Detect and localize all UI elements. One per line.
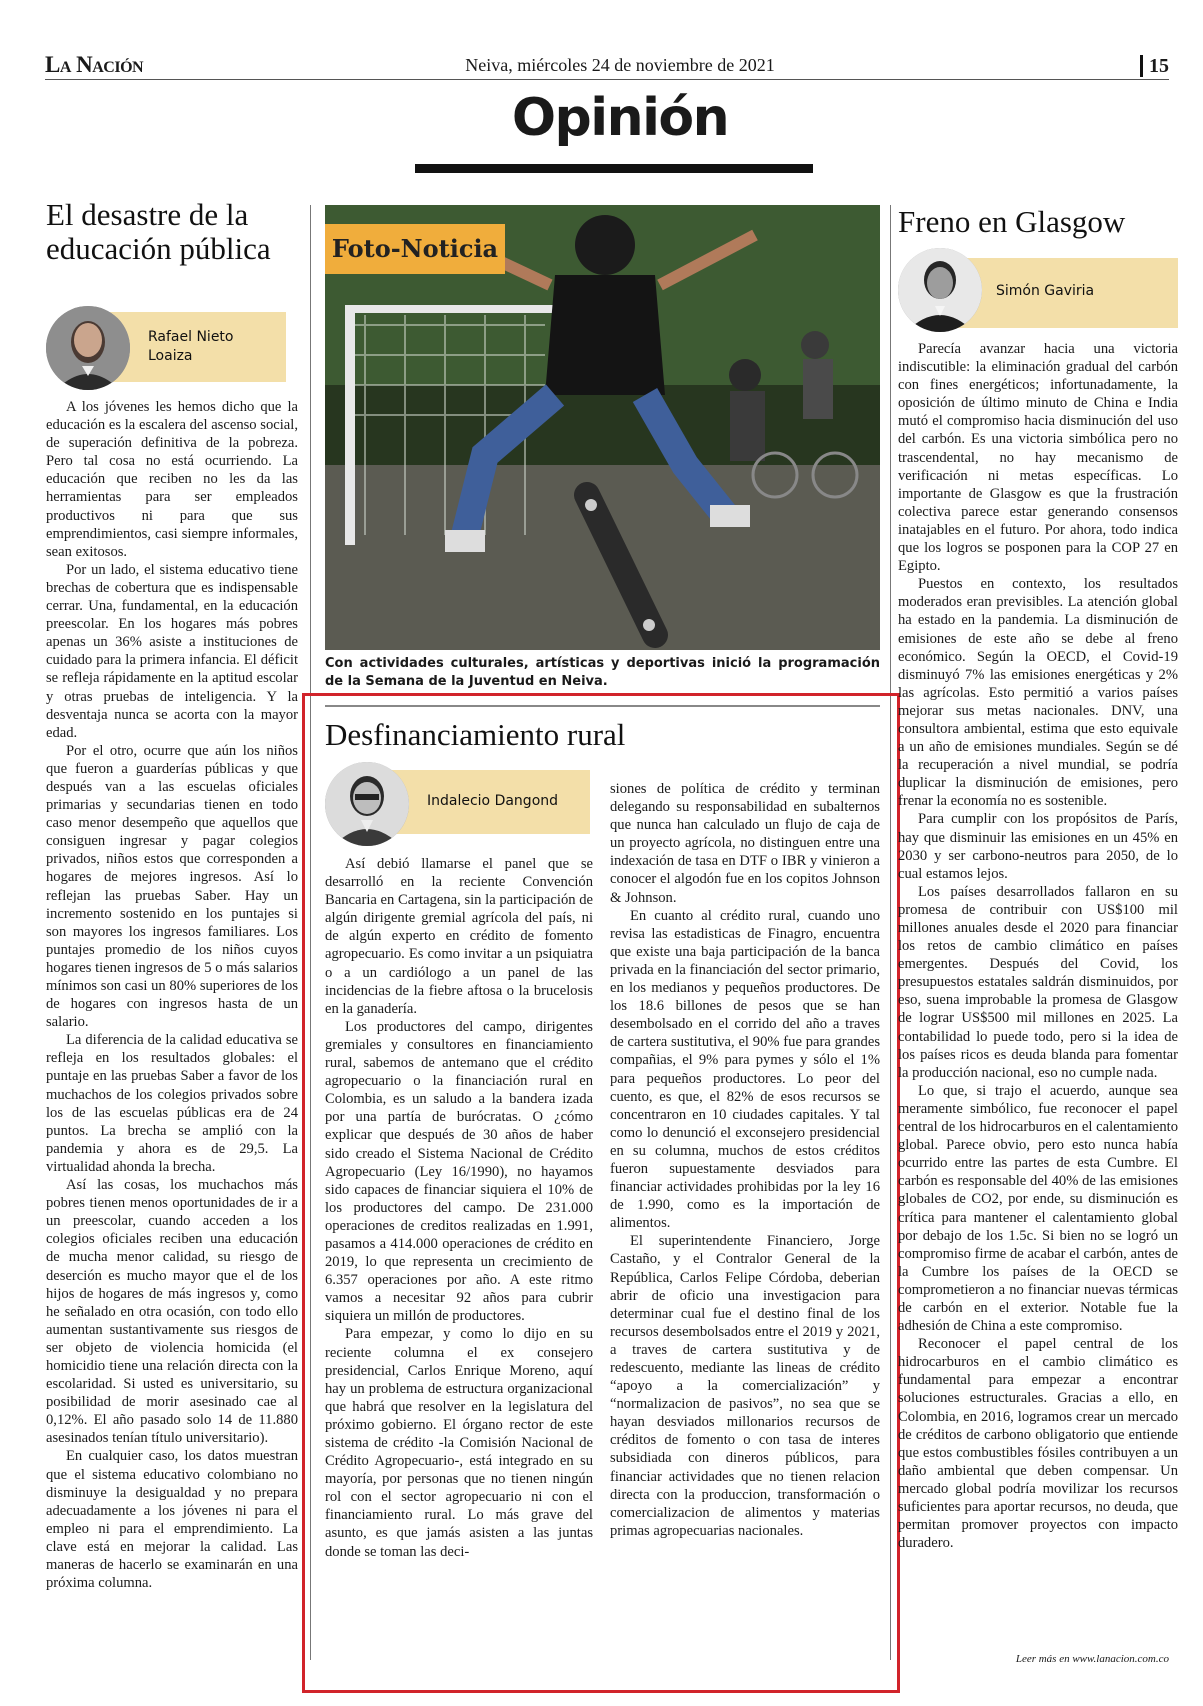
right-paragraph: Lo que, si trajo el acuerdo, aunque sea meramente simbólico, fue reconocer el papel central de los hidrocarburos en el calentamiento global. Parece obvio, pero esto nunca había ocurrido entre las partes de esta Cumbre. El carbón es responsable del 40% de las emisiones globales de CO2, por ende, su disminución es crítica para mantener el calentamiento global por debajo de los 1.5c. Si bien no se logró un compromiso firme de acabar el carbón, antes de la Cumbre los países de la OECD se comprometieron a no financiar nuevas térmicas de carbón en el exterior. Notable fue la adhesión de China a este compromiso. (898, 1082, 1178, 1335)
section-title-bar (415, 164, 813, 173)
right-author-box (958, 258, 1178, 328)
left-paragraph: Por el otro, ocurre que aún los niños que fueron a guarderías públicas y que después van a las escuelas oficiales primarias y secundarias tienen en todo caso menor desempeño que aquellos que consiguen ingresar y pagar colegios privados, niños estos que corresponden a hogares de mejores ingresos. Así lo reflejan las pruebas Saber. Hay un incremento sostenido en los puntajes si son mayores los ingresos familiares. Los puntajes promedio de los niños cuyos hogares tienen ingresos de 5 o más salarios mínimos son casi un 80% superiores de los de hogares con ingresos hasta de un salario. (46, 742, 298, 1031)
right-author-name: Simón Gaviria (996, 283, 1095, 299)
right-paragraph: Para cumplir con los propósitos de París, hay que disminuir las emisiones en un 45% en 2030 y ser carbono-neutros para 2050, de lo cual estamos lejos. (898, 811, 1178, 882)
center-paragraph: El superintendente Financiero, Jorge Castaño, y el Contralor General de la República, Carlos Felipe Córdoba, deberian abrir de oficio una investigacion para determinar cual fue el destino final de los recursos desembolsados entre el 2019 y 2021, a traves de cartera sustitutiva y de redescuento, mediante las lineas de crédito “apoyo a la comercialización” y “normalizacion de pasivos”, no sea que se hayan desviados millonarios recursos de créditos de fomento o con tasa de interes subsidiada con dineros públicos, para financiar actividades que no tienen relacion directa con la produccion, transformación o comercializacion de alimentos y materias primas agropecuarias nacionales. (610, 1233, 880, 1539)
left-paragraph: En cualquier caso, los datos muestran que el sistema educativo colombiano no disminuye la desigualdad y no prepara adecuadamente a los jóvenes ni para el empleo ni para el emprendimiento. La clave está en mejorar la calidad. Las maneras de hacerlo se examinarán en una próxima columna. (46, 1448, 298, 1592)
center-paragraph: Así debió llamarse el panel que se desarrolló en la reciente Convención Bancaria en Cartagena, sin la participación de algún dirigente gremial agrícola del país, ni de algún experto en crédito de fomento agropecuario. Es como invitar a un psiquiatra o a un cardiólogo a un panel de las incidencias de la fiebre aftosa o la brucelosis en la ganadería. (325, 856, 593, 1017)
right-paragraph: Reconocer el papel central de los hidrocarburos en el cambio climático es fundamental para empezar a encontrar soluciones estructurales. Gracias a ello, en Colombia, en 2016, logramos crear un mercado de créditos de carbono obligatorio que entiende que estos combustibles fósiles contribuyen a un daño ambiental que deben compensar. Un mercado global podría movilizar los recursos suficientes para aportar recursos, no deuda, que permitan promover proyectos con impacto duradero. (898, 1336, 1178, 1552)
center-article-col1 (325, 855, 593, 1561)
center-author-name: Indalecio Dangond (427, 793, 559, 809)
center-article-headline: Desfinanciamiento rural (325, 717, 626, 752)
center-article-col2 (610, 780, 880, 1540)
edition-date: Neiva, miércoles 24 de noviembre de 2021 (465, 55, 775, 75)
photo-news-badge: Foto-Noticia (325, 224, 505, 274)
center-paragraph: siones de política de crédito y terminan delegando su responsabilidad en subalternos que nunca han calculado un flujo de caja de un proyecto agrícola, no distinguen entre una indexación de tasa en DTF o IBR y vinieron a conocer el algodón fue en los copitos Johnson & Johnson. (610, 781, 880, 906)
left-author-box (110, 312, 286, 382)
left-paragraph: Así las cosas, los muchachos más pobres tienen menos oportunidades de ir a un preescolar, cuando acceden a los colegios oficiales reciben una educación de mucha menor calidad, su riesgo de deserción es mucho mayor que el de los hijos de hogares de más ingresos y, como he señalado en otra ocasión, con todo ello aumentan sustantivamente sus riesgos de ser objeto de violencia homicida (el homicidio tiene una relación directa con la escolaridad. Si usted es universitario, su posibilidad de morir asesinado cae al 0,12%. El año pasado solo 14 de 11.880 asesinados tenían título universitario). (46, 1177, 298, 1447)
left-paragraph: La diferencia de la calidad educativa se refleja en los resultados globales: el puntaje en las pruebas Saber a favor de los muchachos de los colegios privados sobre los de las escuelas públicas era de 24 puntos. La brecha se amplió con la pandemia y ahora es de 29,5. La virtualidad ahonda la brecha. (46, 1032, 298, 1175)
section-title: Opinión (511, 88, 729, 148)
page-number: 15 (1140, 55, 1169, 77)
left-article-body (46, 398, 298, 1592)
right-paragraph: Parecía avanzar hacia una victoria indiscutible: la eliminación gradual del carbón con fines energéticos; infortunadamente, la oposición de último minuto de China e India mutó el compromiso hacia disminución del uso del carbón. Es una victoria simbólica pero no trascendental, no hay mecanismo de verificación ni metas específicas. Lo importante de Glasgow es que la frustración colectiva parece estar generando consensos inatajables en el futuro. Por ahora, todo indica que los logros se posponen para la COP 27 en Egipto. (898, 341, 1178, 575)
center-author-box (385, 770, 590, 834)
right-paragraph: Puestos en contexto, los resultados moderados eran previsibles. La atención global ha estado en la pandemia. La disminución de emisiones de este año se debe al freno económico. Según la OECD, el Covid-19 disminuyó 7% las emisiones energéticas y 2% las agrícolas. Esto permitió a varios países mejorar sus metas nacionales. DNV, una consultora ambiental, estima que esto equivale a un año de emisiones mundiales. Según se dé la recuperación a nivel mundial, se podría duplicar la disminución de emisiones, pero frenar la economía no es sostenible. (898, 576, 1178, 810)
left-paragraph: Por un lado, el sistema educativo tiene brechas de cobertura que es indispensable cerrar. Una, fundamental, en la educación preescolar. En los hogares más pobres apenas un 36% asiste a instituciones de cuidado para la primera infancia. El déficit se refleja rápidamente en la aptitud escolar y otras pruebas de inteligencia. Y la desventaja nunca se acorta con la mayor edad. (46, 561, 298, 741)
masthead-divider (45, 79, 1169, 80)
left-author-name: Rafael Nieto Loaiza (148, 329, 234, 364)
right-author-photo (898, 248, 982, 332)
newspaper-logo: La Nación (45, 52, 144, 77)
right-paragraph: Los países desarrollados fallaron en su promesa de contribuir con US$100 mil millones anuales desde el 2020 para financiar los retos de cambio climático en países emergentes. Después del Covid, los presupuestos estatales saldrán disminuidos, por eso, suena improbable la promesa de Glasgow de lograr US$500 mil millones en 2025. La contabilidad lo puede todo, pero si la idea de los países ricos es deuda blanda para fomentar la producción nacional, eso no cumple nada. (898, 883, 1178, 1081)
photo-caption: Con actividades culturales, artísticas y deportivas inició la programación de la Semana de la Juventud en Neiva. (325, 656, 880, 689)
left-author-photo (46, 306, 130, 390)
left-article-headline: El desastre de la educación pública (46, 197, 271, 266)
read-more-link[interactable]: Leer más en www.lanacion.com.co (1015, 1653, 1169, 1665)
right-article-body (898, 340, 1178, 1552)
center-top-rule (325, 705, 880, 707)
center-paragraph: Los productores del campo, dirigentes gremiales y consultores en financiamiento rural, sabemos de antemano que el crédito agropecuario o la financiación rural en Colombia, es un saludo a la bandera izada por una partía de burócratas. O ¿cómo explicar que después de 30 años de haber sido creado el Sistema Nacional de Crédito Agropecuario (Ley 16/1990), no hayamos sido capaces de financiar siquiera el 10% de los productores del campo. De 231.000 operaciones de creditos realizadas en 1.991, pasamos a 414.000 operaciones de crédito en 2019, lo que representa un crecimiento de 6.357 operaciones por año. A este ritmo vamos a necesitar 92 años para cubrir siquiera un millón de productores. (325, 1018, 593, 1325)
right-article-headline: Freno en Glasgow (898, 204, 1126, 239)
left-paragraph: A los jóvenes les hemos dicho que la educación es la escalera del ascenso social, de superación definitiva de la pobreza. Pero tal cosa no está ocurriendo. La educación que reciben no les da las herramientas para ser empleados productivos ni para que sus emprendimientos, casi siempre informales, sean exitosos. (46, 399, 298, 560)
center-paragraph: En cuanto al crédito rural, cuando uno revisa las estadisticas de Finagro, encuentra que existe una baja participación de la banca privada en la financiación del sector primario, en los medianos y pequeños productores. De los 18.6 billones de pesos que se han desembolsado en el corrido del año a traves de cartera sustitutiva, el 90% fue para grandes compañias, el 9% para pymes y sólo el 1% para pequeños productores. Lo peor del cuento, es que, el 82% de esos recursos se concentraron en 10 ciudades capitales. Y tal como lo denunció el exconsejero presidencial en su columna, muchos de estos créditos fueron supuestamente desviados para financiar actividades prohibidas por la ley 16 de 1.990, como es la importación de alimentos. (610, 907, 880, 1232)
center-paragraph: Para empezar, y como lo dijo en su reciente columna el ex consejero presidencial, Carlos Enrique Moreno, aquí hay un problema de estructura organizacional que habrá que resolver en la legislatura del próximo gobierno. El órgano rector de este sistema de crédito -la Comisión Nacional de Crédito Agropecuario-, está integrado en su mayoría, por personas que no tienen ningún rol con el sector agropecuario ni con el financiamiento rural. Lo más grave del asunto, es que jamás asisten a las juntas donde se toman las deci- (325, 1326, 593, 1560)
center-author-photo (325, 762, 409, 846)
